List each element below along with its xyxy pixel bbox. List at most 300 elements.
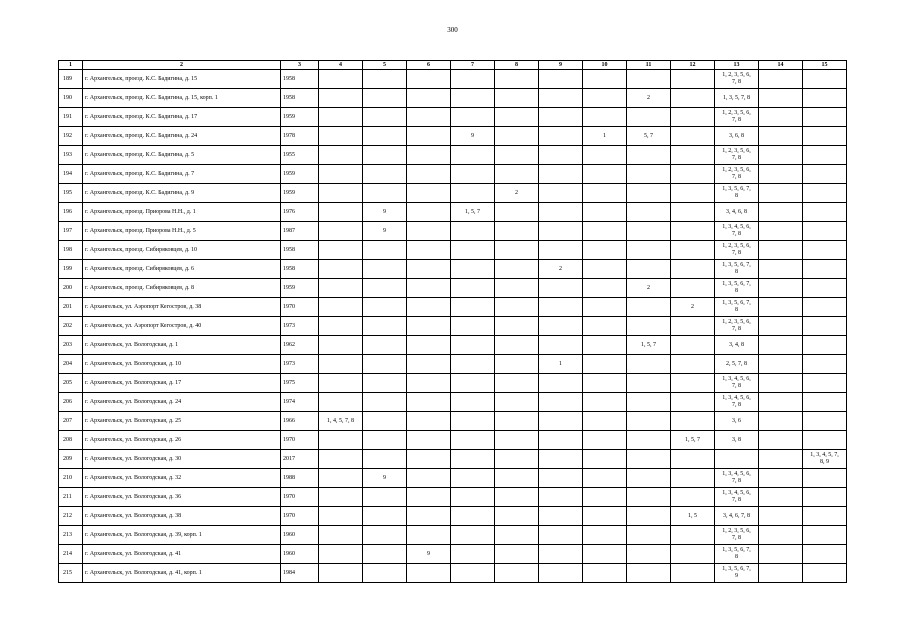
code-cell <box>759 336 803 355</box>
code-cell <box>363 260 407 279</box>
code-cell <box>407 298 451 317</box>
code-cell <box>671 488 715 507</box>
table-row <box>59 184 847 203</box>
code-cell <box>495 507 539 526</box>
code-cell <box>539 184 583 203</box>
code-cell <box>803 564 847 583</box>
year-cell: 1974 <box>281 393 319 412</box>
code-cell <box>671 469 715 488</box>
code-cell <box>363 431 407 450</box>
year-cell: 1958 <box>281 260 319 279</box>
code-cell <box>583 165 627 184</box>
code-cell <box>671 279 715 298</box>
code-cell <box>451 108 495 127</box>
code-cell <box>627 393 671 412</box>
code-cell <box>627 355 671 374</box>
code-cell <box>759 317 803 336</box>
code-cell <box>671 108 715 127</box>
address-cell: г. Архангельск, ул. Вологодская, д. 39, корп. 1 <box>83 526 281 545</box>
code-cell <box>715 127 759 146</box>
cell-text: 3, 8 <box>732 436 741 443</box>
year-cell: 1959 <box>281 279 319 298</box>
code-cell: 1, 4, 5, 7, 8 <box>319 412 363 431</box>
code-cell <box>451 450 495 469</box>
code-cell <box>583 545 627 564</box>
code-cell <box>539 70 583 89</box>
cell-text: 3, 4, 8 <box>729 341 744 348</box>
address-cell: г. Архангельск, проезд. К.С. Бадигина, д. 24 <box>83 127 281 146</box>
address-cell: г. Архангельск, проезд. К.С. Бадигина, д. 15, корп. 1 <box>83 89 281 108</box>
address-cell: г. Архангельск, ул. Вологодская, д. 25 <box>83 412 281 431</box>
address-cell: г. Архангельск, проезд. К.С. Бадигина, д. 5 <box>83 146 281 165</box>
cell-text: 1, 3, 5, 6, 7, 8 <box>722 262 751 275</box>
row-number-cell: 198 <box>59 241 83 260</box>
code-cell <box>671 355 715 374</box>
code-cell <box>627 450 671 469</box>
code-cell <box>803 431 847 450</box>
column-header-1: 1 <box>59 61 83 70</box>
column-header-8: 8 <box>495 61 539 70</box>
code-cell <box>671 165 715 184</box>
code-cell <box>803 222 847 241</box>
code-cell <box>759 89 803 108</box>
code-cell <box>451 336 495 355</box>
code-cell <box>759 469 803 488</box>
code-cell <box>759 184 803 203</box>
code-cell <box>759 450 803 469</box>
code-cell <box>451 507 495 526</box>
code-cell <box>539 317 583 336</box>
address-cell: г. Архангельск, ул. Вологодская, д. 26 <box>83 431 281 450</box>
column-header-14: 14 <box>759 61 803 70</box>
row-number-cell: 213 <box>59 526 83 545</box>
code-cell <box>715 70 759 89</box>
code-cell <box>495 222 539 241</box>
code-cell <box>407 260 451 279</box>
table-row <box>59 450 847 469</box>
code-cell <box>583 526 627 545</box>
code-cell <box>583 431 627 450</box>
cell-text: 1, 3, 5, 6, 7, 9 <box>722 566 751 579</box>
code-cell <box>715 507 759 526</box>
column-header-11: 11 <box>627 61 671 70</box>
code-cell: 2 <box>627 89 671 108</box>
code-cell <box>363 241 407 260</box>
code-cell <box>759 564 803 583</box>
code-cell <box>495 260 539 279</box>
code-cell <box>715 241 759 260</box>
code-cell <box>319 127 363 146</box>
code-cell <box>495 127 539 146</box>
row-number-cell: 197 <box>59 222 83 241</box>
code-cell <box>319 431 363 450</box>
code-cell <box>495 89 539 108</box>
code-cell <box>759 355 803 374</box>
code-cell <box>495 393 539 412</box>
code-cell <box>671 564 715 583</box>
code-cell <box>451 184 495 203</box>
row-number-cell: 193 <box>59 146 83 165</box>
code-cell <box>451 469 495 488</box>
year-cell: 2017 <box>281 450 319 469</box>
code-cell <box>363 279 407 298</box>
code-cell <box>539 241 583 260</box>
code-cell <box>539 393 583 412</box>
code-cell <box>803 393 847 412</box>
code-cell <box>539 336 583 355</box>
row-number-cell: 210 <box>59 469 83 488</box>
address-cell: г. Архангельск, ул. Вологодская, д. 17 <box>83 374 281 393</box>
code-cell <box>759 146 803 165</box>
code-cell <box>319 203 363 222</box>
code-cell <box>407 336 451 355</box>
row-number-cell: 203 <box>59 336 83 355</box>
code-cell <box>539 146 583 165</box>
code-cell <box>407 203 451 222</box>
code-cell <box>495 526 539 545</box>
code-cell <box>539 564 583 583</box>
code-cell <box>583 108 627 127</box>
code-cell <box>495 431 539 450</box>
address-cell: г. Архангельск, проезд. К.С. Бадигина, д. 7 <box>83 165 281 184</box>
code-cell <box>451 355 495 374</box>
code-cell <box>407 412 451 431</box>
code-cell <box>715 298 759 317</box>
code-cell <box>451 298 495 317</box>
code-cell <box>451 260 495 279</box>
code-cell <box>803 146 847 165</box>
table-row <box>59 412 847 431</box>
cell-text: 1, 3, 4, 5, 6, 7, 8 <box>722 224 751 237</box>
code-cell <box>583 507 627 526</box>
code-cell <box>451 222 495 241</box>
table-row <box>59 393 847 412</box>
code-cell <box>803 279 847 298</box>
code-cell <box>451 545 495 564</box>
column-header-4: 4 <box>319 61 363 70</box>
code-cell <box>627 564 671 583</box>
code-cell <box>319 545 363 564</box>
column-header-5: 5 <box>363 61 407 70</box>
address-cell: г. Архангельск, ул. Вологодская, д. 10 <box>83 355 281 374</box>
code-cell <box>495 165 539 184</box>
code-cell <box>803 260 847 279</box>
code-cell <box>495 564 539 583</box>
row-number-cell: 191 <box>59 108 83 127</box>
code-cell <box>803 412 847 431</box>
cell-text: 3, 6, 8 <box>729 132 744 139</box>
code-cell <box>803 450 847 469</box>
code-cell: 2 <box>671 298 715 317</box>
code-cell <box>363 70 407 89</box>
code-cell <box>319 241 363 260</box>
address-cell: г. Архангельск, ул. Вологодская, д. 1 <box>83 336 281 355</box>
code-cell <box>495 450 539 469</box>
code-cell <box>759 203 803 222</box>
code-cell <box>803 488 847 507</box>
code-cell <box>363 393 407 412</box>
code-cell <box>319 355 363 374</box>
code-cell <box>715 279 759 298</box>
code-cell <box>715 165 759 184</box>
address-cell: г. Архангельск, ул. Вологодская, д. 32 <box>83 469 281 488</box>
code-cell <box>803 507 847 526</box>
code-cell <box>671 146 715 165</box>
column-header-15: 15 <box>803 61 847 70</box>
code-cell <box>627 488 671 507</box>
row-number-cell: 206 <box>59 393 83 412</box>
code-cell <box>495 108 539 127</box>
code-cell <box>627 108 671 127</box>
code-cell <box>671 241 715 260</box>
code-cell <box>671 203 715 222</box>
row-number-cell: 192 <box>59 127 83 146</box>
code-cell <box>627 412 671 431</box>
code-cell <box>407 317 451 336</box>
code-cell <box>319 488 363 507</box>
row-number-cell: 215 <box>59 564 83 583</box>
code-cell <box>495 317 539 336</box>
table-row <box>59 488 847 507</box>
code-cell <box>539 165 583 184</box>
code-cell <box>671 184 715 203</box>
code-cell <box>715 488 759 507</box>
code-cell <box>715 89 759 108</box>
column-header-3: 3 <box>281 61 319 70</box>
row-number-cell: 205 <box>59 374 83 393</box>
code-cell <box>803 89 847 108</box>
code-cell <box>363 317 407 336</box>
code-cell <box>407 127 451 146</box>
code-cell <box>627 203 671 222</box>
code-cell <box>671 450 715 469</box>
code-cell <box>539 545 583 564</box>
code-cell <box>539 431 583 450</box>
code-cell <box>319 184 363 203</box>
code-cell <box>407 70 451 89</box>
code-cell <box>759 260 803 279</box>
code-cell <box>715 469 759 488</box>
cell-text: 1, 3, 5, 6, 7, 8 <box>722 281 751 294</box>
table-row <box>59 374 847 393</box>
code-cell <box>759 108 803 127</box>
code-cell <box>715 450 759 469</box>
code-cell <box>495 412 539 431</box>
code-cell <box>451 564 495 583</box>
address-cell: г. Архангельск, проезд. К.С. Бадигина, д. 17 <box>83 108 281 127</box>
year-cell: 1960 <box>281 526 319 545</box>
code-cell <box>803 165 847 184</box>
code-cell <box>319 89 363 108</box>
row-number-cell: 211 <box>59 488 83 507</box>
cell-text: 1, 3, 4, 5, 7, 8, 9 <box>810 452 839 465</box>
code-cell: 9 <box>451 127 495 146</box>
code-cell: 9 <box>363 469 407 488</box>
row-number-cell: 190 <box>59 89 83 108</box>
code-cell <box>759 165 803 184</box>
code-cell: 1, 5, 7 <box>627 336 671 355</box>
code-cell <box>715 203 759 222</box>
code-cell <box>363 355 407 374</box>
cell-text: 1, 2, 3, 5, 6, 7, 8 <box>722 319 751 332</box>
row-number-cell: 201 <box>59 298 83 317</box>
code-cell <box>407 184 451 203</box>
code-cell <box>363 507 407 526</box>
code-cell <box>319 317 363 336</box>
code-cell: 1, 5, 7 <box>451 203 495 222</box>
code-cell <box>803 374 847 393</box>
address-cell: г. Архангельск, ул. Вологодская, д. 24 <box>83 393 281 412</box>
year-cell: 1955 <box>281 146 319 165</box>
column-header-12: 12 <box>671 61 715 70</box>
code-cell <box>627 374 671 393</box>
code-cell <box>319 70 363 89</box>
code-cell: 9 <box>363 203 407 222</box>
cell-text: 1, 3, 5, 6, 7, 8 <box>722 186 751 199</box>
code-cell <box>363 526 407 545</box>
code-cell <box>803 184 847 203</box>
year-cell: 1970 <box>281 431 319 450</box>
code-cell <box>583 89 627 108</box>
cell-text: 1, 3, 5, 6, 7, 8 <box>722 300 751 313</box>
cell-text: 3, 4, 6, 7, 8 <box>723 512 750 519</box>
table-row <box>59 526 847 545</box>
code-cell <box>671 70 715 89</box>
code-cell <box>583 412 627 431</box>
code-cell <box>319 279 363 298</box>
address-cell: г. Архангельск, проезд. Приорова Н.Н., д. 1 <box>83 203 281 222</box>
code-cell <box>407 146 451 165</box>
code-cell <box>583 564 627 583</box>
code-cell <box>759 488 803 507</box>
address-cell: г. Архангельск, ул. Вологодская, д. 36 <box>83 488 281 507</box>
code-cell <box>363 545 407 564</box>
table-row <box>59 317 847 336</box>
table-row <box>59 260 847 279</box>
code-cell <box>583 488 627 507</box>
code-cell <box>671 89 715 108</box>
cell-text: 2, 5, 7, 8 <box>726 360 747 367</box>
year-cell: 1975 <box>281 374 319 393</box>
code-cell <box>451 317 495 336</box>
code-cell <box>583 279 627 298</box>
code-cell <box>495 374 539 393</box>
code-cell <box>363 89 407 108</box>
code-cell <box>407 564 451 583</box>
code-cell <box>715 374 759 393</box>
code-cell <box>583 70 627 89</box>
code-cell <box>319 298 363 317</box>
cell-text: 3, 6 <box>732 417 741 424</box>
code-cell <box>627 431 671 450</box>
code-cell <box>539 203 583 222</box>
code-cell <box>539 127 583 146</box>
code-cell <box>451 165 495 184</box>
code-cell: 2 <box>627 279 671 298</box>
table-row <box>59 70 847 89</box>
code-cell <box>319 393 363 412</box>
code-cell <box>539 526 583 545</box>
code-cell <box>539 469 583 488</box>
code-cell <box>407 241 451 260</box>
year-cell: 1973 <box>281 355 319 374</box>
code-cell <box>759 279 803 298</box>
code-cell <box>583 355 627 374</box>
code-cell <box>583 222 627 241</box>
cell-text: 1, 3, 4, 5, 6, 7, 8 <box>722 395 751 408</box>
code-cell <box>583 146 627 165</box>
code-cell <box>583 260 627 279</box>
code-cell <box>407 279 451 298</box>
code-cell <box>451 412 495 431</box>
code-cell <box>407 89 451 108</box>
code-cell <box>627 317 671 336</box>
code-cell <box>583 317 627 336</box>
table-row <box>59 222 847 241</box>
code-cell <box>803 355 847 374</box>
code-cell <box>627 241 671 260</box>
code-cell <box>319 165 363 184</box>
code-cell <box>451 526 495 545</box>
code-cell <box>363 298 407 317</box>
code-cell <box>803 298 847 317</box>
code-cell: 2 <box>539 260 583 279</box>
code-cell <box>407 374 451 393</box>
code-cell <box>539 412 583 431</box>
year-cell: 1959 <box>281 184 319 203</box>
table-row <box>59 279 847 298</box>
header-row <box>59 61 847 70</box>
cell-text: 1, 3, 5, 7, 8 <box>723 94 750 101</box>
code-cell: 2 <box>495 184 539 203</box>
code-cell <box>539 374 583 393</box>
code-cell <box>363 374 407 393</box>
column-header-2: 2 <box>83 61 281 70</box>
code-cell <box>803 241 847 260</box>
address-cell: г. Архангельск, ул. Аэропорт Кегостров, д. 38 <box>83 298 281 317</box>
cell-text: 1, 2, 3, 5, 6, 7, 8 <box>722 243 751 256</box>
address-cell: г. Архангельск, проезд. К.С. Бадигина, д. 9 <box>83 184 281 203</box>
year-cell: 1970 <box>281 507 319 526</box>
table-row <box>59 89 847 108</box>
code-cell <box>539 108 583 127</box>
year-cell: 1966 <box>281 412 319 431</box>
code-cell <box>671 336 715 355</box>
row-number-cell: 199 <box>59 260 83 279</box>
code-cell <box>451 431 495 450</box>
code-cell <box>715 222 759 241</box>
cell-text: 1, 3, 4, 5, 6, 7, 8 <box>722 376 751 389</box>
code-cell <box>671 393 715 412</box>
row-number-cell: 194 <box>59 165 83 184</box>
column-header-6: 6 <box>407 61 451 70</box>
row-number-cell: 202 <box>59 317 83 336</box>
code-cell <box>407 431 451 450</box>
table-row <box>59 355 847 374</box>
code-cell <box>759 412 803 431</box>
code-cell <box>363 184 407 203</box>
code-cell <box>363 488 407 507</box>
year-cell: 1958 <box>281 241 319 260</box>
code-cell: 1 <box>583 127 627 146</box>
code-cell <box>407 507 451 526</box>
table-row <box>59 507 847 526</box>
table-row <box>59 431 847 450</box>
code-cell <box>671 222 715 241</box>
code-cell <box>759 374 803 393</box>
code-cell <box>627 298 671 317</box>
code-cell <box>495 298 539 317</box>
